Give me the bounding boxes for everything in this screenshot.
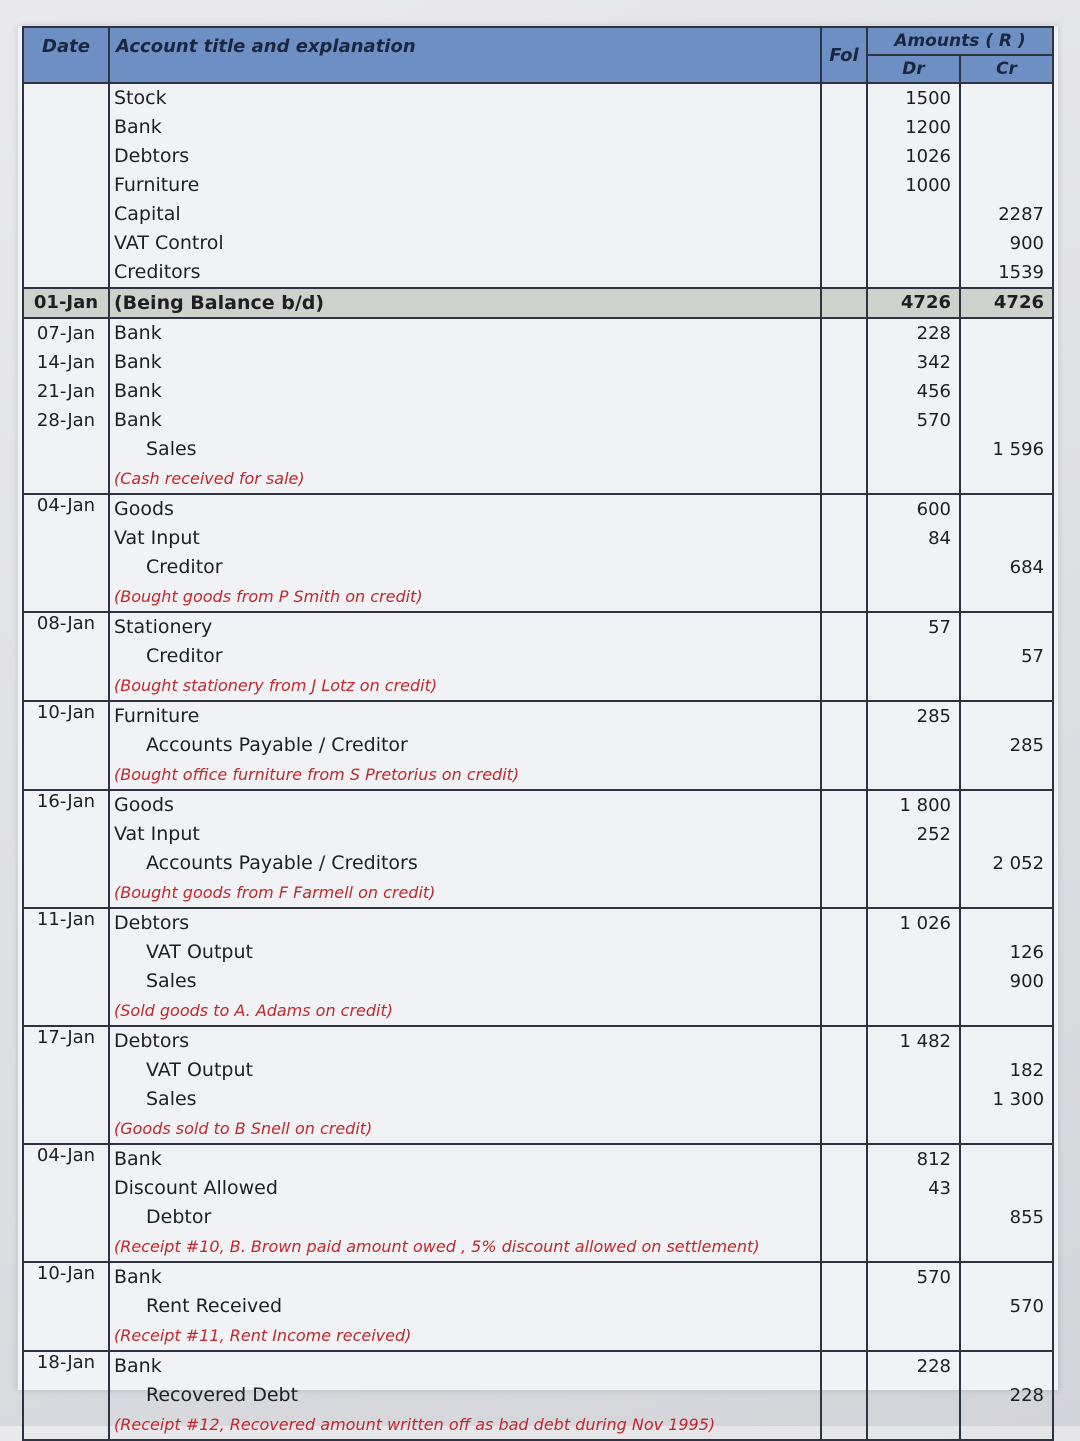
entry-dr <box>867 908 960 1026</box>
journal-entry-row <box>23 908 1053 1026</box>
dr-amount <box>868 849 959 878</box>
header-fol: Fol <box>821 27 867 83</box>
narration: (Bought office furniture from S Pretorius on credit) <box>114 765 520 784</box>
account-line: Bank <box>114 1148 162 1170</box>
narration: (Goods sold to B Snell on credit) <box>114 1119 373 1138</box>
journal-entry-row <box>23 612 1053 701</box>
fol-cell <box>821 288 867 318</box>
account-line: VAT Output <box>146 941 253 963</box>
dr-amount <box>868 229 959 258</box>
dr-amount: 228 <box>916 1356 951 1377</box>
opening-dr <box>867 83 960 288</box>
entry-dr <box>867 790 960 908</box>
cr-amount <box>961 1352 1052 1381</box>
entry-date: 17-Jan <box>23 1026 109 1144</box>
account-line: Creditor <box>146 556 223 578</box>
account-line: Goods <box>114 498 174 520</box>
entry-cr <box>960 318 1053 494</box>
entry-date: 04-Jan <box>23 494 109 612</box>
entry-explanation <box>109 908 821 1026</box>
cr-amount: 1 300 <box>992 1089 1045 1110</box>
fol-cell <box>821 494 867 612</box>
account-line: Goods <box>114 794 174 816</box>
header-row <box>23 27 1053 83</box>
account-line: Furniture <box>114 705 200 727</box>
account-line: Discount Allowed <box>114 1177 278 1199</box>
cr-amount <box>961 1263 1052 1292</box>
dr-amount <box>868 1381 959 1410</box>
cr-amount <box>961 909 1052 938</box>
cr-amount <box>961 348 1052 377</box>
entry-dr <box>867 318 960 494</box>
dr-amount: 342 <box>916 352 951 373</box>
entry-cr <box>960 1351 1053 1440</box>
cr-amount <box>961 1174 1052 1203</box>
dr-amount: 1026 <box>905 146 951 167</box>
cr-amount: 570 <box>1009 1296 1045 1317</box>
entry-dr <box>867 1026 960 1144</box>
fol-cell <box>821 1262 867 1351</box>
total-date: 01-Jan <box>23 288 109 318</box>
entry-cr <box>960 1144 1053 1262</box>
cr-amount <box>961 1027 1052 1056</box>
dr-amount <box>868 731 959 760</box>
dr-amount: 285 <box>916 706 951 727</box>
cr-amount <box>961 113 1052 142</box>
account-line: VAT Control <box>114 232 224 254</box>
balance-total-row <box>23 288 1053 318</box>
entry-dr <box>867 1144 960 1262</box>
dr-amount: 1 482 <box>899 1031 951 1052</box>
fol-cell <box>821 1026 867 1144</box>
dr-amount <box>868 1203 959 1232</box>
account-line: Bank <box>114 1266 162 1288</box>
narration: (Receipt #11, Rent Income received) <box>114 1326 412 1345</box>
header-amounts <box>867 27 1053 83</box>
cr-amount <box>961 377 1052 406</box>
account-line: Bank <box>114 116 162 138</box>
entry-date-line <box>24 435 108 464</box>
cr-amount <box>961 524 1052 553</box>
total-dr: 4726 <box>867 288 960 318</box>
account-line: Capital <box>114 203 181 225</box>
fol-cell <box>821 1144 867 1262</box>
cr-amount <box>961 1145 1052 1174</box>
total-cr: 4726 <box>960 288 1053 318</box>
entry-date: 04-Jan <box>23 1144 109 1262</box>
cr-amount: 126 <box>1009 942 1045 963</box>
journal-entry-row <box>23 318 1053 494</box>
account-line: Bank <box>114 322 162 344</box>
entry-explanation <box>109 1351 821 1440</box>
opening-accounts <box>109 83 821 288</box>
header-account: Account title and explanation <box>109 27 821 83</box>
dr-amount: 1200 <box>905 117 951 138</box>
entry-explanation <box>109 790 821 908</box>
cr-amount <box>961 820 1052 849</box>
dr-amount <box>868 200 959 229</box>
dr-amount <box>868 967 959 996</box>
account-line: Vat Input <box>114 527 200 549</box>
entry-cr <box>960 790 1053 908</box>
journal-entry-row <box>23 1262 1053 1351</box>
account-line: Accounts Payable / Creditor <box>146 734 408 756</box>
header-date: Date <box>23 27 109 83</box>
dr-amount: 228 <box>916 323 951 344</box>
account-line: Recovered Debt <box>146 1384 299 1406</box>
account-line: Creditor <box>146 645 223 667</box>
dr-amount: 252 <box>916 824 951 845</box>
header-cr: Cr <box>996 59 1017 79</box>
fol-cell <box>821 318 867 494</box>
entry-cr <box>960 1262 1053 1351</box>
cr-amount: 182 <box>1009 1060 1045 1081</box>
dr-amount <box>868 938 959 967</box>
account-line: Rent Received <box>146 1295 283 1317</box>
dr-amount <box>868 1056 959 1085</box>
fol-cell <box>821 1351 867 1440</box>
entry-cr <box>960 494 1053 612</box>
cr-amount <box>961 319 1052 348</box>
dr-amount <box>868 258 959 287</box>
cr-amount <box>961 702 1052 731</box>
cr-amount <box>961 84 1052 113</box>
narration: (Bought stationery from J Lotz on credit) <box>114 676 438 695</box>
narration: (Bought goods from P Smith on credit) <box>114 587 423 606</box>
entry-date-line: 07-Jan <box>36 323 96 344</box>
fol-cell <box>821 612 867 701</box>
account-line: Creditors <box>114 261 201 283</box>
cr-amount: 2287 <box>998 204 1045 225</box>
cr-amount: 57 <box>1021 646 1045 667</box>
account-line: Sales <box>146 438 197 460</box>
fol-cell <box>821 701 867 790</box>
journal-entry-row <box>23 1144 1053 1262</box>
dr-amount: 600 <box>916 499 951 520</box>
account-line: Debtors <box>114 912 190 934</box>
cr-amount <box>961 171 1052 200</box>
cr-amount: 684 <box>1009 557 1045 578</box>
entry-explanation <box>109 1144 821 1262</box>
account-line: Furniture <box>114 174 200 196</box>
narration: (Receipt #10, B. Brown paid amount owed , 5% discount allowed on settlement) <box>114 1237 760 1256</box>
dr-amount: 1 026 <box>899 913 951 934</box>
entry-date-line: 21-Jan <box>36 381 96 402</box>
account-line: Bank <box>114 351 162 373</box>
dr-amount: 1500 <box>905 88 951 109</box>
account-line: Debtor <box>146 1206 212 1228</box>
fol-cell <box>821 790 867 908</box>
entry-explanation <box>109 612 821 701</box>
narration: (Sold goods to A. Adams on credit) <box>114 1001 394 1020</box>
entry-date: 08-Jan <box>23 612 109 701</box>
entry-explanation <box>109 1262 821 1351</box>
journal-entry-row <box>23 1351 1053 1440</box>
account-line: Debtors <box>114 1030 190 1052</box>
opening-balances-row <box>23 83 1053 288</box>
account-line: Stock <box>114 87 167 109</box>
opening-date-cell <box>23 83 109 288</box>
narration: (Receipt #12, Recovered amount written off as bad debt during Nov 1995) <box>114 1415 716 1434</box>
dr-amount: 84 <box>928 528 951 549</box>
account-line: Stationery <box>114 616 213 638</box>
entry-explanation <box>109 1026 821 1144</box>
dr-amount <box>868 642 959 671</box>
cr-amount <box>961 613 1052 642</box>
account-line: Accounts Payable / Creditors <box>146 852 418 874</box>
cr-amount: 2 052 <box>992 853 1045 874</box>
entry-dr <box>867 612 960 701</box>
header-dr: Dr <box>868 56 961 82</box>
dr-amount: 1000 <box>905 175 951 196</box>
entry-dr <box>867 494 960 612</box>
header-amounts-title: Amounts ( R ) <box>868 28 1052 56</box>
fol-cell <box>821 83 867 288</box>
entry-date: 10-Jan <box>23 1262 109 1351</box>
entry-dr <box>867 701 960 790</box>
dr-amount <box>868 1085 959 1114</box>
entry-dr <box>867 1262 960 1351</box>
cr-amount: 285 <box>1009 735 1045 756</box>
dr-amount: 43 <box>928 1178 951 1199</box>
account-line: Sales <box>146 1088 197 1110</box>
narration: (Bought goods from F Farmell on credit) <box>114 883 436 902</box>
narration: (Cash received for sale) <box>114 469 305 488</box>
entry-cr <box>960 1026 1053 1144</box>
cr-amount <box>961 495 1052 524</box>
entry-date-line: 14-Jan <box>36 352 96 373</box>
journal-sheet <box>18 26 1058 1434</box>
dr-amount: 1 800 <box>899 795 951 816</box>
journal-entry-row <box>23 494 1053 612</box>
entry-date: 11-Jan <box>23 908 109 1026</box>
account-line: Sales <box>146 970 197 992</box>
entry-date <box>23 318 109 494</box>
entry-date: 16-Jan <box>23 790 109 908</box>
cr-amount: 1539 <box>998 262 1045 283</box>
dr-amount: 570 <box>916 410 951 431</box>
entry-explanation <box>109 494 821 612</box>
cr-amount <box>961 791 1052 820</box>
entry-dr <box>867 1351 960 1440</box>
dr-amount: 57 <box>928 617 951 638</box>
dr-amount <box>868 435 959 464</box>
dr-amount: 456 <box>916 381 951 402</box>
cr-amount: 228 <box>1009 1385 1045 1406</box>
opening-cr <box>960 83 1053 288</box>
entry-explanation <box>109 701 821 790</box>
account-line: Debtors <box>114 145 190 167</box>
account-line: Vat Input <box>114 823 200 845</box>
cr-amount: 900 <box>1009 971 1045 992</box>
dr-amount <box>868 1292 959 1321</box>
dr-amount <box>868 553 959 582</box>
journal-entry-row <box>23 701 1053 790</box>
entry-cr <box>960 908 1053 1026</box>
dr-amount: 570 <box>916 1267 951 1288</box>
entry-date: 10-Jan <box>23 701 109 790</box>
journal-entry-row <box>23 790 1053 908</box>
entry-cr <box>960 701 1053 790</box>
cr-amount: 1 596 <box>992 439 1045 460</box>
entry-explanation <box>109 318 821 494</box>
entry-date: 18-Jan <box>23 1351 109 1440</box>
account-line: Bank <box>114 380 162 402</box>
account-line: VAT Output <box>146 1059 253 1081</box>
total-label: (Being Balance b/d) <box>109 288 821 318</box>
cr-amount: 855 <box>1009 1207 1045 1228</box>
entry-cr <box>960 612 1053 701</box>
dr-amount: 812 <box>916 1149 951 1170</box>
entry-date-line: 28-Jan <box>36 410 96 431</box>
account-line: Bank <box>114 409 162 431</box>
cr-amount <box>961 142 1052 171</box>
account-line: Bank <box>114 1355 162 1377</box>
cr-amount: 900 <box>1009 233 1045 254</box>
cr-amount <box>961 406 1052 435</box>
general-journal-table <box>22 26 1054 1441</box>
fol-cell <box>821 908 867 1026</box>
journal-entry-row <box>23 1026 1053 1144</box>
